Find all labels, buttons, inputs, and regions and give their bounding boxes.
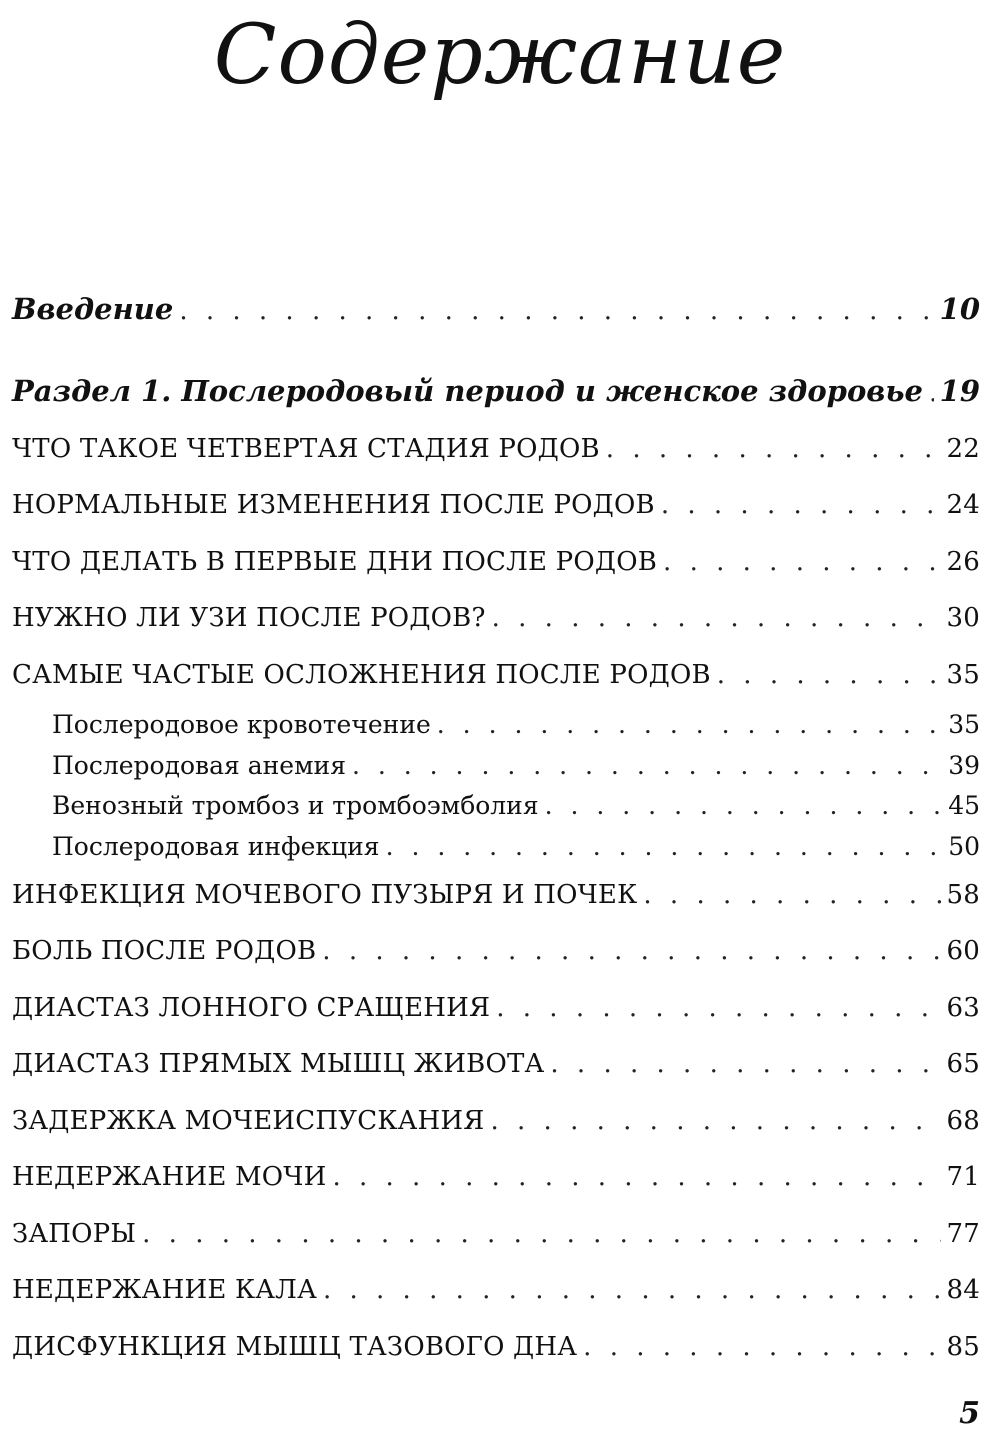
toc-subentry[interactable] — [52, 751, 980, 780]
toc-entry-page: 58 — [946, 880, 980, 910]
dot-leader — [179, 296, 933, 326]
page-number: 5 — [959, 1396, 980, 1431]
dot-leader — [606, 434, 941, 464]
toc-entry-page: 39 — [948, 751, 980, 780]
toc-entry[interactable] — [12, 603, 980, 633]
dot-leader — [492, 603, 941, 633]
toc-entry[interactable] — [12, 880, 980, 910]
dot-leader — [491, 1106, 941, 1136]
toc-entry[interactable] — [12, 1275, 980, 1305]
toc-subentry[interactable] — [52, 791, 980, 820]
toc-entry[interactable] — [12, 936, 980, 966]
toc-entry[interactable] — [12, 1049, 980, 1079]
toc-entry-section-1[interactable] — [12, 374, 980, 408]
dot-leader — [352, 751, 942, 780]
toc-entry[interactable] — [12, 434, 980, 464]
toc-entry-label: ЗАДЕРЖКА МОЧЕИСПУСКАНИЯ — [12, 1106, 485, 1136]
toc-entry-label: САМЫЕ ЧАСТЫЕ ОСЛОЖНЕНИЯ ПОСЛЕ РОДОВ — [12, 660, 711, 690]
toc-entry-label: ДИСФУНКЦИЯ МЫШЦ ТАЗОВОГО ДНА — [12, 1332, 578, 1362]
toc-entry-label: Послеродовая инфекция — [52, 832, 380, 861]
toc-entry-page: 45 — [948, 791, 980, 820]
toc-entry-page: 35 — [948, 710, 980, 739]
toc-entry-label: Раздел 1. Послеродовый период и женское здоровье — [12, 374, 923, 408]
dot-leader — [663, 547, 940, 577]
toc-entry-page: 63 — [946, 993, 980, 1023]
toc-entry-page: 10 — [939, 292, 980, 326]
toc-entry-label: Послеродовое кровотечение — [52, 710, 431, 739]
dot-leader — [643, 880, 940, 910]
toc-entry-page: 35 — [946, 660, 980, 690]
dot-leader — [386, 832, 943, 861]
toc-entry-introduction[interactable] — [12, 292, 980, 326]
dot-leader — [437, 710, 942, 739]
toc-entry-page: 77 — [946, 1219, 980, 1249]
toc-entry[interactable] — [12, 1219, 980, 1249]
toc-entry-page: 19 — [939, 374, 980, 408]
toc-entry-label: НЕДЕРЖАНИЕ МОЧИ — [12, 1162, 327, 1192]
page-title: Содержание — [213, 8, 787, 103]
toc-entry-page: 24 — [946, 490, 980, 520]
toc-entry-page: 71 — [946, 1162, 980, 1192]
toc-entry-label: ИНФЕКЦИЯ МОЧЕВОГО ПУЗЫРЯ И ПОЧЕК — [12, 880, 638, 910]
toc-entry-page: 85 — [946, 1332, 980, 1362]
toc-entry-label: Венозный тромбоз и тромбоэмболия — [52, 791, 539, 820]
toc-entry-label: БОЛЬ ПОСЛЕ РОДОВ — [12, 936, 317, 966]
dot-leader — [323, 1275, 941, 1305]
toc-entry-label: НЕДЕРЖАНИЕ КАЛА — [12, 1275, 317, 1305]
toc-entry-label: ЧТО ДЕЛАТЬ В ПЕРВЫЕ ДНИ ПОСЛЕ РОДОВ — [12, 547, 658, 577]
toc-entry[interactable] — [12, 1162, 980, 1192]
toc-entry[interactable] — [12, 490, 980, 520]
toc-entry[interactable] — [12, 1332, 980, 1362]
toc-entry-page: 26 — [946, 547, 980, 577]
dot-leader — [332, 1162, 940, 1192]
toc-entry-label: НУЖНО ЛИ УЗИ ПОСЛЕ РОДОВ? — [12, 603, 486, 633]
dot-leader — [545, 791, 943, 820]
toc-entry-label: ДИАСТАЗ ПРЯМЫХ МЫШЦ ЖИВОТА — [12, 1049, 545, 1079]
toc-entry[interactable] — [12, 1106, 980, 1136]
toc-subentry[interactable] — [52, 832, 980, 861]
toc-entry-page: 60 — [946, 936, 980, 966]
dot-leader — [583, 1332, 940, 1362]
dot-leader — [550, 1049, 940, 1079]
toc-entry-label: ДИАСТАЗ ЛОННОГО СРАЩЕНИЯ — [12, 993, 491, 1023]
dot-leader — [322, 936, 940, 966]
dot-leader — [496, 993, 940, 1023]
toc-entry-page: 50 — [948, 832, 980, 861]
dot-leader — [661, 490, 941, 520]
toc-entry-page: 30 — [946, 603, 980, 633]
toc-entry-label: ЗАПОРЫ — [12, 1219, 137, 1249]
toc-entry-page: 65 — [946, 1049, 980, 1079]
toc-entry[interactable] — [12, 547, 980, 577]
toc-subentry[interactable] — [52, 710, 980, 739]
toc-entry-label: Введение — [12, 292, 174, 326]
dot-leader — [142, 1219, 940, 1249]
toc-entry-label: ЧТО ТАКОЕ ЧЕТВЕРТАЯ СТАДИЯ РОДОВ — [12, 434, 600, 464]
toc-entry-label: Послеродовая анемия — [52, 751, 346, 780]
toc-entry-page: 68 — [946, 1106, 980, 1136]
toc-entry[interactable] — [12, 660, 980, 690]
dot-leader — [929, 378, 934, 408]
toc-entry[interactable] — [12, 993, 980, 1023]
toc-entry-label: НОРМАЛЬНЫЕ ИЗМЕНЕНИЯ ПОСЛЕ РОДОВ — [12, 490, 655, 520]
toc-entry-page: 22 — [946, 434, 980, 464]
dot-leader — [717, 660, 941, 690]
toc-entry-page: 84 — [946, 1275, 980, 1305]
